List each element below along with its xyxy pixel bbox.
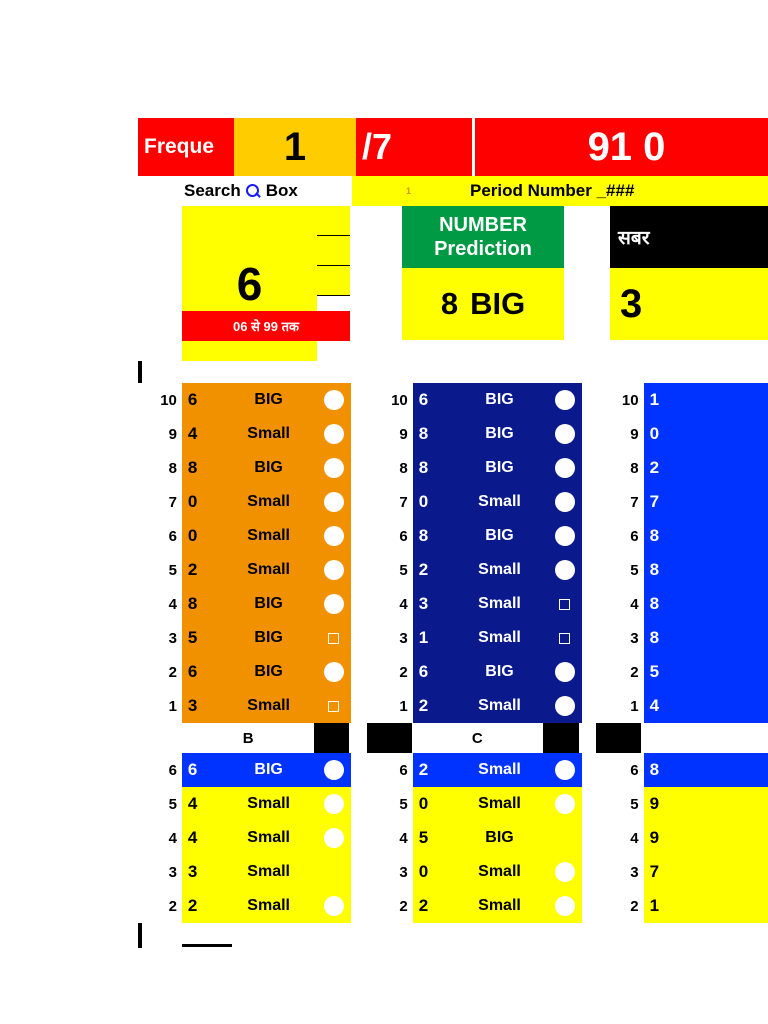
column-b-number: 8 [413, 519, 452, 553]
grid-gap [351, 451, 369, 485]
column-b-number: 6 [413, 655, 452, 689]
sep-black-gap [349, 723, 367, 753]
column-c-number: 7 [644, 855, 683, 889]
row-index: 1 [600, 689, 644, 723]
upper-right-panel [610, 206, 768, 361]
column-b-number: 0 [413, 485, 452, 519]
row-index: 9 [138, 417, 182, 451]
row-index: 8 [600, 451, 644, 485]
search-row [138, 176, 768, 206]
row-index: 2 [600, 655, 644, 689]
table-row[interactable] [138, 519, 768, 553]
row-index: 4 [600, 587, 644, 621]
column-a-size: Small [221, 519, 316, 553]
range-strip: 06 से 99 तक [182, 311, 350, 341]
column-a-size: Small [221, 485, 316, 519]
column-c-size [683, 451, 768, 485]
column-b-number: 2 [413, 689, 452, 723]
column-b-number: 8 [413, 417, 452, 451]
column-b-size: Small [452, 855, 547, 889]
top-grid [138, 383, 768, 753]
grid-gap [582, 889, 600, 923]
grid-gap [351, 821, 369, 855]
column-c-size [683, 485, 768, 519]
grid-gap [582, 519, 600, 553]
column-b-size: Small [452, 621, 547, 655]
table-row[interactable] [138, 485, 768, 519]
sep-black-1 [314, 723, 350, 753]
column-b-size: BIG [452, 417, 547, 451]
column-c-number: 1 [644, 889, 683, 923]
upper-left-pad [138, 206, 182, 361]
row-index: 8 [138, 451, 182, 485]
prediction-title-line2: Prediction [434, 238, 532, 260]
column-c-number: 9 [644, 787, 683, 821]
column-c-number: 5 [644, 655, 683, 689]
row-index: 3 [138, 855, 182, 889]
column-a-size: BIG [221, 621, 316, 655]
grid-gap [582, 689, 600, 723]
column-a-number: 4 [182, 821, 221, 855]
column-c-number: 8 [644, 553, 683, 587]
column-a-marker [316, 855, 351, 889]
sep-black-3 [543, 723, 579, 753]
period-tiny-marker: 1 [406, 186, 412, 196]
column-c-number: 9 [644, 821, 683, 855]
search-label-left: Search [184, 181, 241, 200]
row-index: 3 [369, 621, 413, 655]
frequency-total: /7 [356, 118, 472, 176]
column-c-size [683, 621, 768, 655]
column-b-number: 0 [413, 855, 452, 889]
period-number-label: Period Number _### [470, 181, 635, 200]
column-a-marker [316, 553, 351, 587]
row-index: 5 [138, 787, 182, 821]
column-c-number: 0 [644, 417, 683, 451]
column-a-marker [316, 621, 351, 655]
column-b-size: BIG [452, 655, 547, 689]
column-b-marker [547, 417, 582, 451]
row-index: 5 [369, 787, 413, 821]
column-a-size: Small [221, 855, 316, 889]
column-b-marker [547, 587, 582, 621]
grid-gap [582, 451, 600, 485]
grid-gap [582, 485, 600, 519]
row-index: 9 [600, 417, 644, 451]
table-row[interactable] [138, 889, 768, 923]
column-c-number: 7 [644, 485, 683, 519]
grid-gap [351, 787, 369, 821]
column-b-number: 5 [413, 821, 452, 855]
column-b-number: 6 [413, 383, 452, 417]
table-row[interactable] [138, 787, 768, 821]
column-a-size: BIG [221, 753, 316, 787]
prediction-result [402, 268, 564, 340]
row-index: 4 [369, 587, 413, 621]
table-row[interactable] [138, 621, 768, 655]
column-a-marker [316, 821, 351, 855]
column-b-marker [547, 689, 582, 723]
prediction-sheet [138, 118, 768, 923]
grid-gap [582, 821, 600, 855]
table-row[interactable] [138, 587, 768, 621]
header-right-value: 91 0 [472, 118, 768, 176]
column-c-size [683, 519, 768, 553]
sep-black-4 [596, 723, 641, 753]
column-b-marker [547, 821, 582, 855]
grid-gap [582, 621, 600, 655]
column-c-number: 8 [644, 519, 683, 553]
grid-gap [351, 587, 369, 621]
sep-black-gap [579, 723, 597, 753]
column-a-size: BIG [221, 451, 316, 485]
row-index: 1 [138, 689, 182, 723]
row-index: 6 [369, 519, 413, 553]
search-icon [246, 184, 261, 199]
row-index: 3 [369, 855, 413, 889]
column-a-marker [316, 689, 351, 723]
upper-panel [138, 206, 768, 361]
column-b-size: Small [452, 553, 547, 587]
column-a-size: Small [221, 417, 316, 451]
column-c-size [683, 587, 768, 621]
current-number-value: 6 [236, 257, 263, 310]
prediction-title [402, 206, 564, 268]
column-c-number: 8 [644, 587, 683, 621]
side-strip-cell [317, 206, 350, 236]
row-index: 6 [138, 519, 182, 553]
column-a-marker [316, 485, 351, 519]
column-a-marker [316, 787, 351, 821]
column-b-marker [547, 655, 582, 689]
column-b-size: Small [452, 787, 547, 821]
row-index: 7 [138, 485, 182, 519]
row-index: 4 [138, 821, 182, 855]
row-index: 4 [138, 587, 182, 621]
column-c-size [683, 855, 768, 889]
column-a-size: BIG [221, 383, 316, 417]
column-b-size: BIG [452, 821, 547, 855]
row-index: 9 [369, 417, 413, 451]
row-index: 8 [369, 451, 413, 485]
right-black-banner: सबर [610, 206, 768, 268]
sep-black-2 [367, 723, 412, 753]
column-c-number: 2 [644, 451, 683, 485]
row-index: 2 [138, 889, 182, 923]
column-b-marker [547, 519, 582, 553]
upper-gap-1 [350, 206, 402, 361]
table-row[interactable] [138, 821, 768, 855]
grid-gap [351, 655, 369, 689]
row-index: 6 [138, 753, 182, 787]
column-b-size: Small [452, 753, 547, 787]
grid-gap [582, 417, 600, 451]
column-b-marker [547, 553, 582, 587]
column-a-marker [316, 889, 351, 923]
table-row[interactable] [138, 753, 768, 787]
column-a-number: 3 [182, 689, 221, 723]
upper-gap-2 [564, 206, 610, 361]
column-b-number: 2 [413, 553, 452, 587]
grid-gap [582, 587, 600, 621]
frequency-label: Freque [138, 118, 234, 176]
search-box[interactable] [182, 176, 352, 206]
table-row[interactable] [138, 383, 768, 417]
column-c-size [683, 753, 768, 787]
column-c-size [683, 383, 768, 417]
period-number-cell[interactable] [352, 176, 768, 206]
frequency-count: 1 [234, 118, 356, 176]
column-a-number: 6 [182, 655, 221, 689]
column-c-size [683, 553, 768, 587]
grid-gap [582, 655, 600, 689]
column-c-label: C [412, 723, 543, 753]
column-b-size: Small [452, 485, 547, 519]
column-b-size: BIG [452, 519, 547, 553]
grid-gap [582, 553, 600, 587]
grid-gap [351, 855, 369, 889]
column-a-marker [316, 655, 351, 689]
column-b-label: B [183, 723, 314, 753]
column-b-number: 3 [413, 587, 452, 621]
row-index: 1 [369, 689, 413, 723]
column-a-number: 0 [182, 519, 221, 553]
column-b-size: Small [452, 889, 547, 923]
column-a-size: BIG [221, 655, 316, 689]
column-a-number: 8 [182, 451, 221, 485]
grid-gap [582, 753, 600, 787]
number-prediction-panel[interactable] [402, 206, 564, 361]
column-a-number: 6 [182, 753, 221, 787]
row-index: 6 [600, 753, 644, 787]
grid-gap [351, 485, 369, 519]
column-b-marker [547, 451, 582, 485]
column-b-marker [547, 889, 582, 923]
column-c-number: 4 [644, 689, 683, 723]
column-b-marker [547, 383, 582, 417]
column-b-size: BIG [452, 383, 547, 417]
column-b-size: Small [452, 587, 547, 621]
sep-spacer-c2 [681, 723, 768, 753]
row-index: 3 [600, 621, 644, 655]
grid-gap [351, 553, 369, 587]
grid-gap [351, 383, 369, 417]
grid-gap [351, 889, 369, 923]
column-c-size [683, 655, 768, 689]
grid-gap [351, 519, 369, 553]
column-b-number: 2 [413, 889, 452, 923]
row-index: 4 [600, 821, 644, 855]
row-index: 10 [600, 383, 644, 417]
column-a-size: Small [221, 889, 316, 923]
row-index: 2 [600, 889, 644, 923]
right-yellow-value: 3 [610, 268, 768, 340]
column-c-number: 1 [644, 383, 683, 417]
column-b-number: 0 [413, 787, 452, 821]
column-a-marker [316, 451, 351, 485]
side-strip-cell [317, 236, 350, 266]
column-a-number: 2 [182, 553, 221, 587]
column-a-number: 2 [182, 889, 221, 923]
column-a-number: 3 [182, 855, 221, 889]
grid-gap [351, 753, 369, 787]
prediction-number: 8 [440, 286, 459, 321]
column-a-number: 0 [182, 485, 221, 519]
row-index: 2 [369, 889, 413, 923]
table-row[interactable] [138, 417, 768, 451]
column-b-number: 8 [413, 451, 452, 485]
row-index: 2 [138, 655, 182, 689]
grid-gap [351, 621, 369, 655]
column-b-size: BIG [452, 451, 547, 485]
column-b-marker [547, 485, 582, 519]
table-row[interactable] [138, 855, 768, 889]
grid-gap [351, 689, 369, 723]
row-index: 7 [600, 485, 644, 519]
column-b-size: Small [452, 689, 547, 723]
row-index: 5 [369, 553, 413, 587]
column-c-size [683, 689, 768, 723]
row-index: 4 [369, 821, 413, 855]
column-a-number: 8 [182, 587, 221, 621]
row-index: 3 [138, 621, 182, 655]
prediction-size: BIG [470, 286, 526, 321]
search-row-spacer [138, 176, 182, 206]
table-row[interactable] [138, 655, 768, 689]
row-index: 10 [138, 383, 182, 417]
row-index: 7 [369, 485, 413, 519]
column-a-marker [316, 753, 351, 787]
column-c-size [683, 889, 768, 923]
column-a-size: Small [221, 787, 316, 821]
column-a-marker [316, 519, 351, 553]
column-c-number: 8 [644, 621, 683, 655]
column-a-size: Small [221, 553, 316, 587]
column-a-marker [316, 417, 351, 451]
column-c-size [683, 417, 768, 451]
grid-gap [582, 855, 600, 889]
column-c-size [683, 787, 768, 821]
row-index: 5 [600, 553, 644, 587]
column-b-marker [547, 787, 582, 821]
column-b-number: 1 [413, 621, 452, 655]
table-row[interactable] [138, 451, 768, 485]
column-b-marker [547, 621, 582, 655]
table-row[interactable] [138, 553, 768, 587]
column-b-marker [547, 753, 582, 787]
bottom-grid [138, 753, 768, 923]
column-a-size: BIG [221, 587, 316, 621]
bottom-underline-a [182, 944, 232, 947]
column-a-marker [316, 383, 351, 417]
column-a-marker [316, 587, 351, 621]
column-a-size: Small [221, 689, 316, 723]
row-index: 5 [600, 787, 644, 821]
header-row [138, 118, 768, 176]
grid-gap [582, 383, 600, 417]
column-a-number: 4 [182, 417, 221, 451]
column-a-number: 4 [182, 787, 221, 821]
prediction-title-line1: NUMBER [439, 214, 527, 236]
row-index: 6 [369, 753, 413, 787]
column-a-size: Small [221, 821, 316, 855]
column-b-number: 2 [413, 753, 452, 787]
column-c-size [683, 821, 768, 855]
column-a-number: 5 [182, 621, 221, 655]
table-row[interactable] [138, 689, 768, 723]
column-b-marker [547, 855, 582, 889]
sep-spacer-c [641, 723, 681, 753]
column-c-number: 8 [644, 753, 683, 787]
grid-gap [582, 787, 600, 821]
row-index: 3 [600, 855, 644, 889]
grid-gap [351, 417, 369, 451]
column-labels-row [138, 723, 768, 753]
column-a-number: 6 [182, 383, 221, 417]
search-label-right: Box [265, 181, 298, 200]
side-strip-cell [317, 266, 350, 296]
row-index: 2 [369, 655, 413, 689]
sep-spacer [138, 723, 183, 753]
row-index: 6 [600, 519, 644, 553]
row-index: 5 [138, 553, 182, 587]
row-index: 10 [369, 383, 413, 417]
